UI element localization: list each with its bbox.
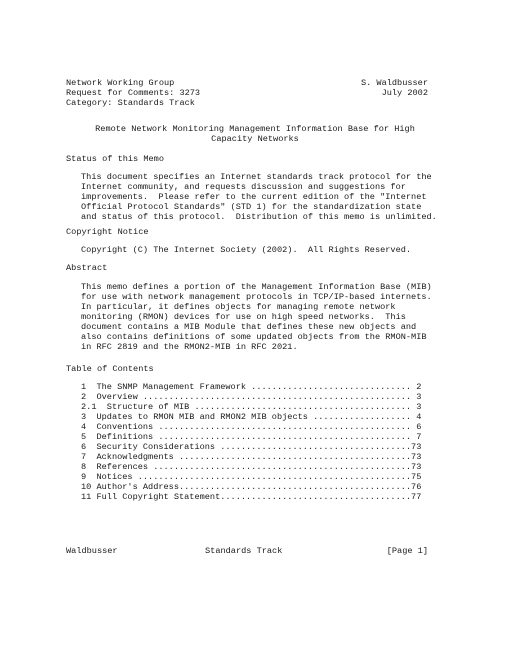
toc-entry: 10 Author's Address.............................................76 <box>81 482 422 492</box>
toc-entry: 1 The SNMP Management Framework ............................... 2 <box>81 382 422 392</box>
toc-entry: 4 Conventions ................................................. 6 <box>81 422 422 432</box>
abstract-line: document contains a MIB Module that defines these new objects and <box>81 322 417 332</box>
document-title-line: Remote Network Monitoring Management Information Base for High <box>95 124 415 134</box>
status-line: This document specifies an Internet standards track protocol for the <box>81 172 432 182</box>
section-heading-toc: Table of Contents <box>66 364 154 374</box>
abstract-line: also contains definitions of some updated objects from the RMON-MIB <box>81 332 427 342</box>
abstract-line: for use with network management protocols in TCP/IP-based internets. <box>81 292 432 302</box>
header-right-line: July 2002 <box>381 88 428 98</box>
status-line: and status of this protocol. Distribution of this memo is unlimited. <box>81 212 437 222</box>
abstract-line: This memo defines a portion of the Management Information Base (MIB) <box>81 282 432 292</box>
section-heading-status: Status of this Memo <box>66 154 164 164</box>
header-left-line: Category: Standards Track <box>66 98 195 108</box>
toc-entry: 9 Notices .....................................................75 <box>81 472 422 482</box>
document-title-line: Capacity Networks <box>211 134 299 144</box>
footer-category: Standards Track <box>205 546 283 556</box>
status-line: Internet community, and requests discussion and suggestions for <box>81 182 406 192</box>
abstract-line: monitoring (RMON) devices for use on high speed networks. This <box>81 312 406 322</box>
toc-entry: 8 References ..................................................73 <box>81 462 422 472</box>
status-line: Official Protocol Standards" (STD 1) for the standardization state <box>81 202 422 212</box>
toc-entry: 3 Updates to RMON MIB and RMON2 MIB objects ................... 4 <box>81 412 422 422</box>
footer-page-number: [Page 1] <box>386 546 428 556</box>
status-line: improvements. Please refer to the current edition of the "Internet <box>81 192 427 202</box>
abstract-line: In particular, it defines objects for managing remote network <box>81 302 396 312</box>
toc-entry: 7 Acknowledgments .............................................73 <box>81 452 422 462</box>
header-left-line: Network Working Group <box>66 78 175 88</box>
toc-entry: 2 Overview .................................................... 3 <box>81 392 422 402</box>
header-left-line: Request for Comments: 3273 <box>66 88 201 98</box>
abstract-line: in RFC 2819 and the RMON2-MIB in RFC 2021. <box>81 342 298 352</box>
toc-entry: 5 Definitions ................................................. 7 <box>81 432 422 442</box>
footer-author: Waldbusser <box>66 546 118 556</box>
toc-entry: 6 Security Considerations .....................................73 <box>81 442 422 452</box>
copyright-line: Copyright (C) The Internet Society (2002). All Rights Reserved. <box>81 245 412 255</box>
toc-entry: 11 Full Copyright Statement.....................................77 <box>81 492 422 502</box>
toc-entry: 2.1 Structure of MIB .......................................... 3 <box>81 402 422 412</box>
section-heading-abstract: Abstract <box>66 263 108 273</box>
header-right-line: S. Waldbusser <box>360 78 428 88</box>
section-heading-copyright: Copyright Notice <box>66 227 149 237</box>
